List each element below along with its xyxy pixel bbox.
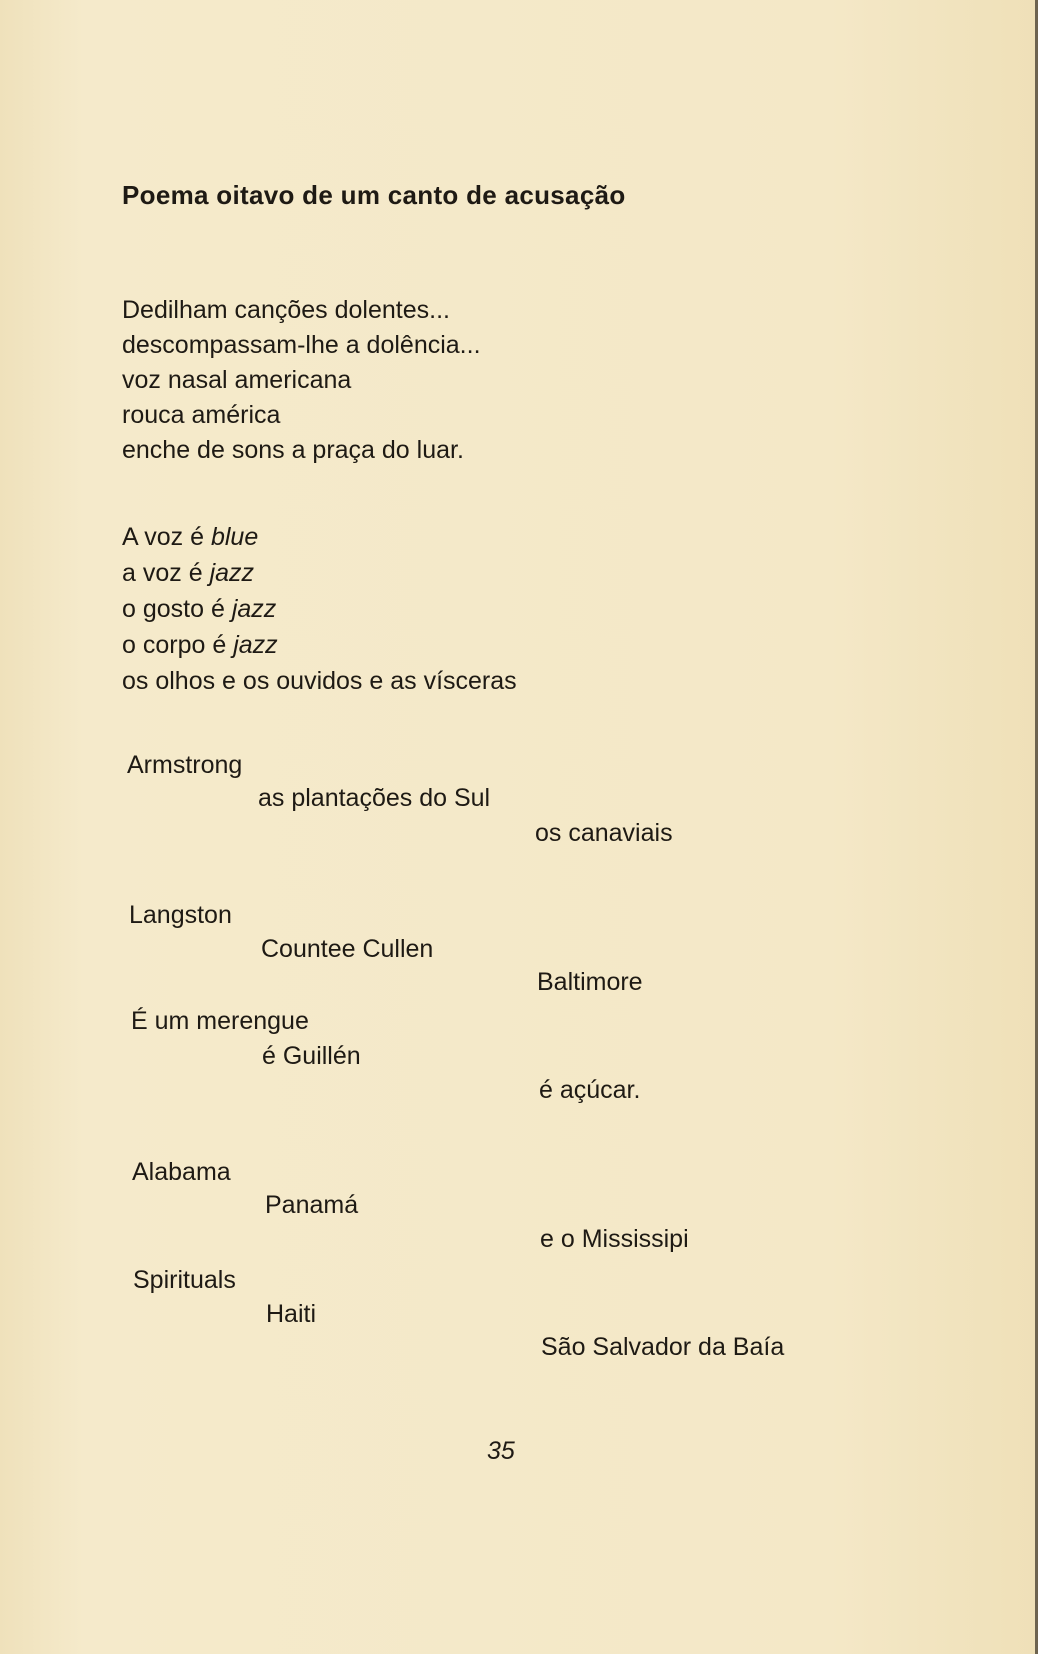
- stanza2-line-1-text: A voz é: [122, 523, 211, 551]
- stanza1-line-3: voz nasal americana: [122, 366, 352, 394]
- stanza2-line-1: [122, 522, 258, 552]
- page-number: 35: [487, 1437, 515, 1465]
- stanza2-line-5: os olhos e os ouvidos e as vísceras: [122, 667, 517, 695]
- word-salvador: São Salvador da Baía: [541, 1333, 785, 1361]
- word-acucar: é açúcar.: [539, 1076, 641, 1104]
- stanza2-line-3-text: o gosto é: [122, 595, 232, 623]
- word-canaviais: os canaviais: [535, 819, 673, 847]
- word-plantacoes: as plantações do Sul: [258, 784, 491, 812]
- word-alabama: Alabama: [132, 1158, 231, 1186]
- word-spirituals: Spirituals: [133, 1266, 236, 1294]
- word-armstrong: Armstrong: [127, 751, 243, 779]
- stanza2-line-4-emphasis: jazz: [233, 631, 278, 659]
- word-baltimore: Baltimore: [537, 968, 643, 996]
- stanza2-line-4-text: o corpo é: [122, 631, 234, 659]
- word-langston: Langston: [129, 901, 232, 929]
- stanza2-line-2-emphasis: jazz: [209, 559, 255, 587]
- stanza2-line-1-emphasis: blue: [210, 523, 259, 551]
- stanza1-line-4: rouca américa: [122, 401, 281, 429]
- stanza2-line-3-emphasis: jazz: [231, 595, 277, 623]
- word-merengue: É um merengue: [131, 1007, 309, 1035]
- stanza2-line-2: [122, 558, 254, 588]
- word-mississipi: e o Mississipi: [540, 1225, 689, 1253]
- word-guillen: é Guillén: [262, 1042, 361, 1070]
- stanza2-line-2-text: a voz é: [122, 559, 210, 587]
- stanza1-line-5: enche de sons a praça do luar.: [122, 436, 464, 464]
- poem-title: Poema oitavo de um canto de acusação: [122, 180, 626, 210]
- word-countee-cullen: Countee Cullen: [261, 935, 434, 963]
- stanza1-line-2: descompassam-lhe a dolência...: [122, 331, 481, 359]
- stanza1-line-1: Dedilham canções dolentes...: [122, 296, 450, 324]
- stanza2-line-3: [122, 594, 276, 624]
- word-haiti: Haiti: [266, 1300, 317, 1328]
- word-panama: Panamá: [265, 1191, 359, 1219]
- stanza2-line-4: [122, 630, 278, 660]
